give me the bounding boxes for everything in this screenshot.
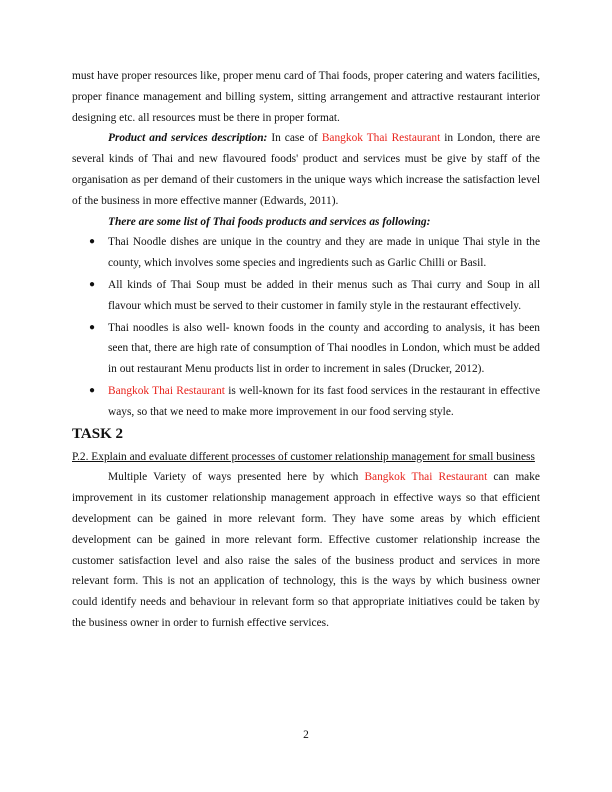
crm-text-before: Multiple Variety of ways presented here by which (108, 471, 365, 484)
bullet-icon: ● (89, 278, 96, 290)
products-list (72, 232, 540, 422)
product-description-paragraph (72, 128, 540, 211)
list-item-text: Thai noodles is also well- known foods in the county and according to analysis, it has been seen that, there are high rate of consumption of Thai noodles in London, which must be added in out restaurant Menu products list in order to increment in sales (Drucker, 2012). (108, 321, 540, 376)
intro-paragraph: must have proper resources like, proper menu card of Thai foods, proper catering and waters facilities, proper finance management and billing system, sitting arrangement and attractive restaurant interior designing etc. all resources must be there in proper format. (72, 70, 540, 124)
bullet-icon: ● (89, 384, 96, 396)
list-heading: There are some list of Thai foods products and services as following: (108, 215, 431, 228)
document-body (72, 66, 540, 634)
crm-paragraph (72, 467, 540, 633)
bullet-icon: ● (89, 321, 96, 333)
product-text-before: In case of (267, 132, 322, 145)
restaurant-name: Bangkok Thai Restaurant (108, 384, 225, 397)
list-item-text: is well-known for its fast food services in the restaurant in effective ways, so that we need to make more improvement in our food serving style. (108, 384, 540, 418)
product-description-heading: Product and services description: (108, 132, 268, 145)
crm-text-after: can make improvement in its customer relationship management approach in effective ways so that efficient development can be gained in more relevant form. They have some areas by which efficient development can be gained in more relevant form. Effective customer relationship increase the customer satisfaction level and also raise the sales of the business product and services in more relevant form. This is not an application of technology, this is the ways by which business owner could identify needs and behaviour in relevant form so that appropriate initiatives could be taken by the business owner in order to furnish effective services. (72, 471, 540, 629)
list-item (72, 275, 540, 317)
list-item (72, 232, 540, 274)
list-item-text: All kinds of Thai Soup must be added in their menus such as Thai curry and Soup in all flavour which must be served to their customer in family style in the restaurant effectively. (108, 278, 540, 312)
bullet-icon: ● (89, 236, 96, 248)
task-heading: TASK 2 (72, 425, 123, 442)
restaurant-name: Bangkok Thai Restaurant (321, 132, 441, 145)
page-number: 2 (303, 729, 309, 741)
list-item (72, 381, 540, 423)
list-item-text: Thai Noodle dishes are unique in the country and they are made in unique Thai style in the county, which involves some species and ingredients such as Garlic Chilli or Basil. (108, 236, 540, 270)
product-text-after: in London, there are several kinds of Thai and new flavoured foods' product and services must be give by staff of the organisation as per demand of their customers in the unique ways which increase the satisfaction level of the business in more effective manner (Edwards, 2011). (72, 132, 540, 207)
list-item (72, 318, 540, 380)
restaurant-name: Bangkok Thai Restaurant (364, 471, 488, 484)
task-subtitle: P.2. Explain and evaluate different processes of customer relationship management for small business (72, 450, 535, 463)
